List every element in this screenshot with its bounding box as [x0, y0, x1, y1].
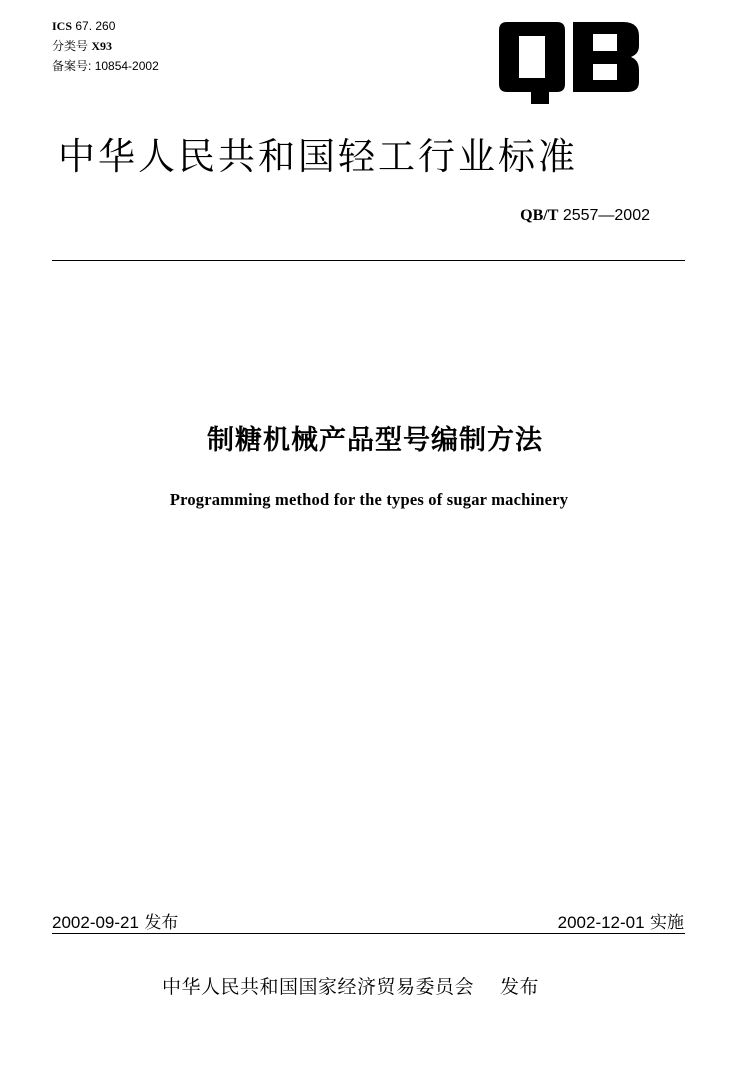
record-row — [52, 56, 159, 76]
ics-row — [52, 16, 159, 36]
issuer-name: 中华人民共和国国家经济贸易委员会 — [162, 976, 475, 998]
industry-standard-title: 中华人民共和国轻工行业标准 — [58, 135, 578, 178]
english-title: Programming method for the types of sugar machinery — [169, 490, 569, 509]
class-row — [52, 36, 159, 56]
issue-date-line — [52, 908, 178, 933]
record-label: 备案号: — [52, 59, 92, 73]
bottom-divider — [52, 933, 685, 934]
effective-date-line — [558, 908, 684, 933]
effective-label: 实施 — [650, 913, 684, 933]
ics-label: ICS — [52, 19, 73, 33]
effective-date: 2002-12-01 — [557, 913, 645, 932]
standard-code-value: 2557—2002 — [562, 207, 650, 224]
record-value: 10854-2002 — [94, 59, 159, 73]
class-value: X93 — [91, 39, 113, 53]
chinese-title: 制糖机械产品型号编制方法 — [207, 425, 543, 456]
document-meta — [52, 16, 159, 76]
issuer-line — [162, 972, 539, 999]
issue-label: 发布 — [144, 913, 179, 933]
ics-value: 67. 260 — [75, 19, 116, 33]
issue-date: 2002-09-21 — [52, 913, 139, 932]
standard-code — [520, 207, 650, 225]
qb-logo — [499, 22, 639, 104]
top-divider — [52, 260, 685, 261]
standard-code-prefix: QB/T — [520, 207, 559, 224]
issuer-label: 发布 — [500, 976, 540, 998]
class-label: 分类号 — [52, 39, 89, 53]
